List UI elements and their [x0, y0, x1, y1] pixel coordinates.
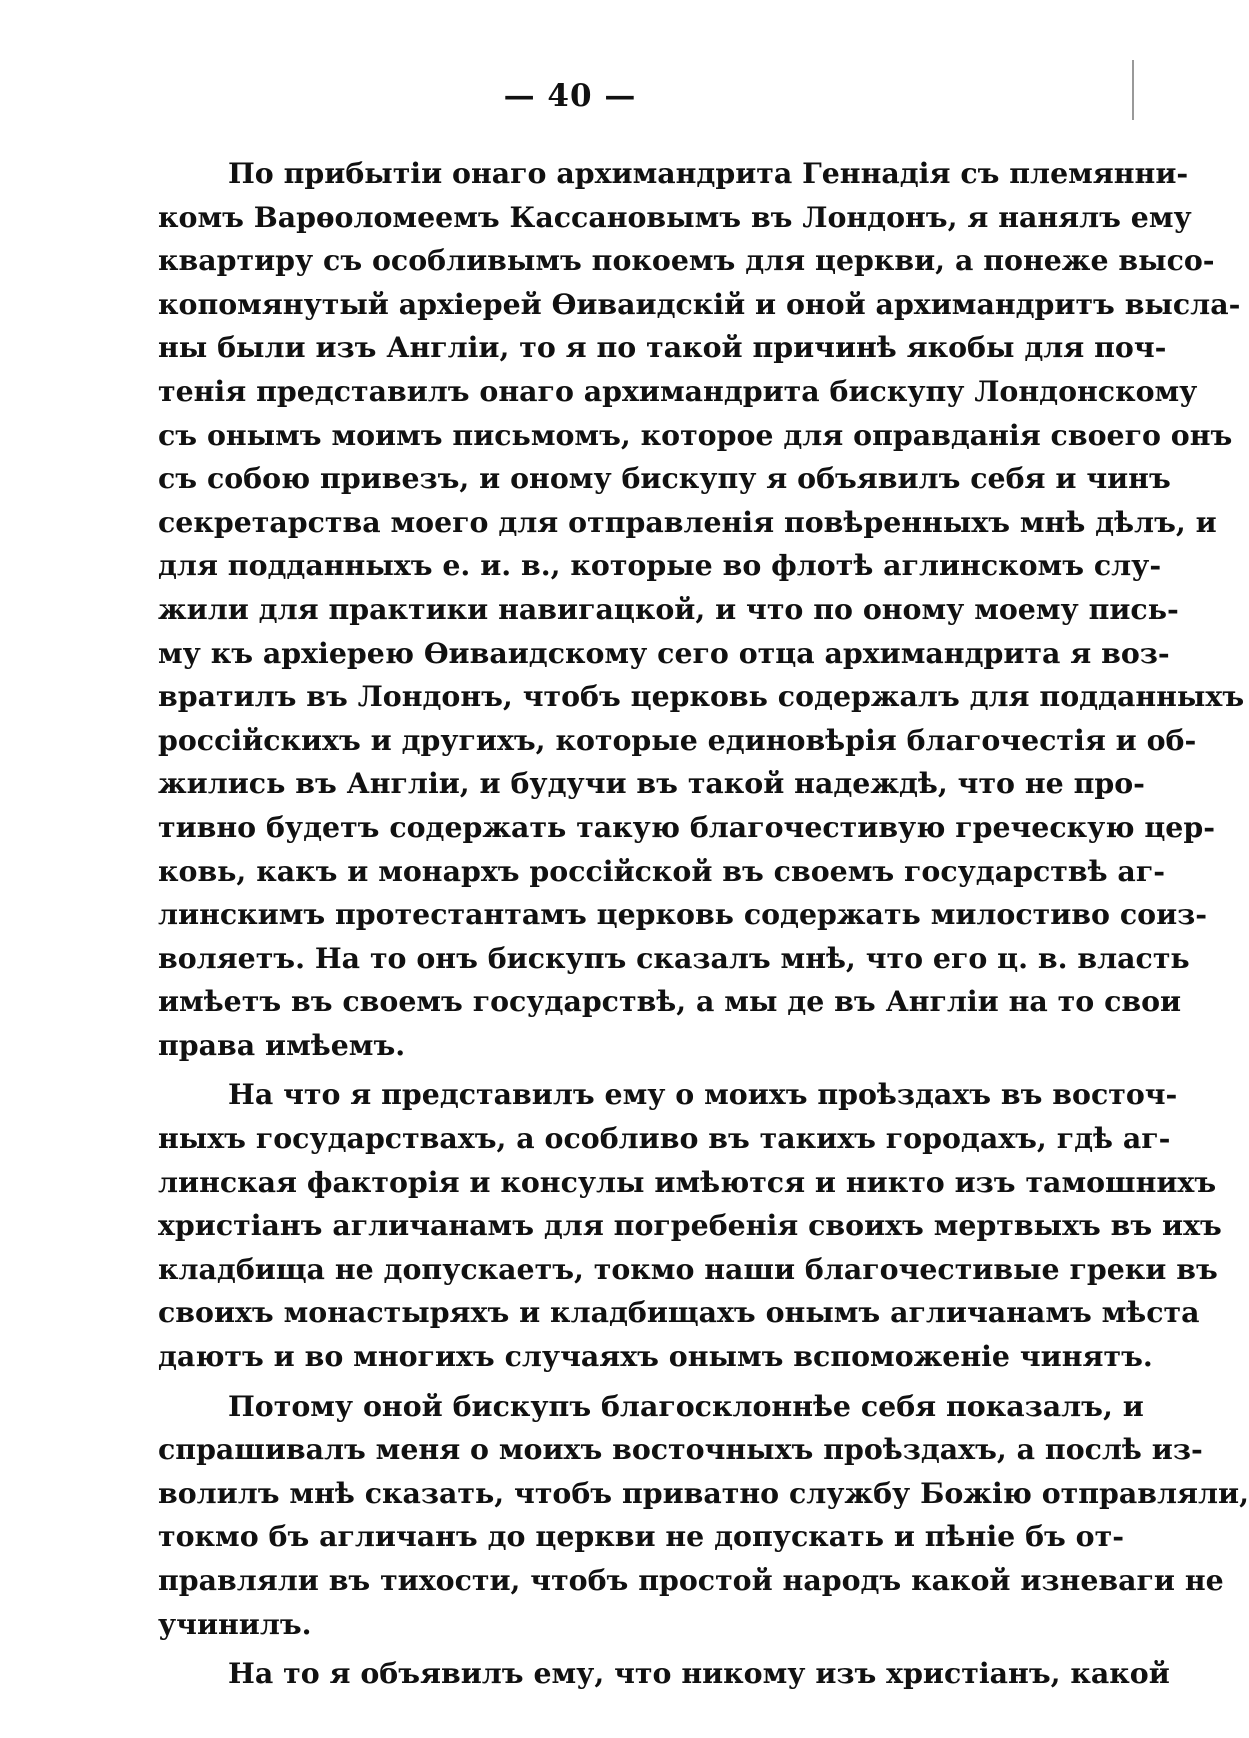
text-line: вратилъ въ Лондонъ, чтобъ церковь содержалъ для подданныхъ [158, 679, 1245, 714]
paragraph-1 [158, 152, 1245, 1067]
text-line: учинилъ. [158, 1606, 312, 1641]
text-line: На что я представилъ ему о моихъ проѣздахъ въ восточ- [228, 1077, 1178, 1112]
text-line: для подданныхъ е. и. в., которые во флотѣ аглинскомъ слу- [158, 548, 1162, 583]
text-line: ковь, какъ и монархъ россійской въ своемъ государствѣ аг- [158, 853, 1166, 888]
text-line: ныхъ государствахъ, а особливо въ такихъ городахъ, гдѣ аг- [158, 1121, 1171, 1156]
text-line: съ собою привезъ, и оному бискупу я объявилъ себя и чинъ [158, 461, 1171, 496]
text-line: По прибытіи онаго архимандрита Геннадія съ племянни- [228, 156, 1189, 190]
text-line: россійскихъ и другихъ, которые единовѣрія благочестія и об- [158, 722, 1197, 757]
text-line: секретарства моего для отправленія повѣренныхъ мнѣ дѣлъ, и [158, 504, 1217, 539]
text-line: тенія представилъ онаго архимандрита бискупу Лондонскому [158, 373, 1198, 408]
text-line: Потому оной бискупъ благосклоннѣе себя показалъ, и [228, 1388, 1144, 1423]
body-text [158, 152, 1249, 1696]
text-line: ны были изъ Англіи, то я по такой причинѣ якобы для поч- [158, 330, 1167, 365]
text-line: спрашивалъ меня о моихъ восточныхъ проѣздахъ, а послѣ из- [158, 1432, 1203, 1467]
text-line: му къ архіерею Ѳиваидскому сего отца архимандрита я воз- [158, 635, 1170, 670]
text-line: христіанъ агличанамъ для погребенія своихъ мертвыхъ въ ихъ [158, 1208, 1222, 1243]
text-line: кладбища не допускаетъ, токмо наши благочестивые греки въ [158, 1251, 1218, 1286]
page-number: — 40 — [503, 78, 637, 114]
text-line: комъ Варѳоломеемъ Кассановымъ въ Лондонъ, я нанялъ ему [158, 199, 1192, 234]
text-line: волилъ мнѣ сказать, чтобъ приватно службу Божію отправляли, [158, 1475, 1249, 1510]
text-line: съ онымъ моимъ письмомъ, которое для оправданія своего онъ [158, 417, 1233, 452]
text-line: даютъ и во многихъ случаяхъ онымъ вспоможеніе чинятъ. [158, 1339, 1153, 1374]
text-line: копомянутый архіерей Ѳиваидскій и оной архимандритъ высла- [158, 286, 1241, 321]
text-line: линская факторія и консулы имѣются и никто изъ тамошнихъ [158, 1164, 1217, 1199]
text-line: своихъ монастыряхъ и кладбищахъ онымъ агличанамъ мѣста [158, 1295, 1200, 1330]
text-line: права имѣемъ. [158, 1027, 406, 1062]
text-line: токмо бъ агличанъ до церкви не допускать и пѣніе бъ от- [158, 1519, 1124, 1554]
text-line: имѣетъ въ своемъ государствѣ, а мы де въ Англіи на то свои [158, 984, 1182, 1019]
paragraph-2 [158, 1073, 1222, 1378]
text-line: воляетъ. На то онъ бискупъ сказалъ мнѣ, что его ц. в. власть [158, 940, 1190, 975]
text-line: правляли въ тихости, чтобъ простой народъ какой изневаги не [158, 1563, 1224, 1597]
paragraph-3 [158, 1385, 1249, 1647]
text-line: линскимъ протестантамъ церковь содержать милостиво соиз- [158, 897, 1208, 932]
text-line: жились въ Англіи, и будучи въ такой надеждѣ, что не про- [158, 766, 1145, 801]
text-line: тивно будетъ содержать такую благочестивую греческую цер- [158, 809, 1215, 844]
paragraph-4 [158, 1652, 1170, 1696]
text-line: квартиру съ особливымъ покоемъ для церкви, а понеже высо- [158, 243, 1215, 278]
text-line: жили для практики навигацкой, и что по оному моему пись- [158, 591, 1179, 626]
text-line: На то я объявилъ ему, что никому изъ христіанъ, какой [228, 1656, 1170, 1691]
